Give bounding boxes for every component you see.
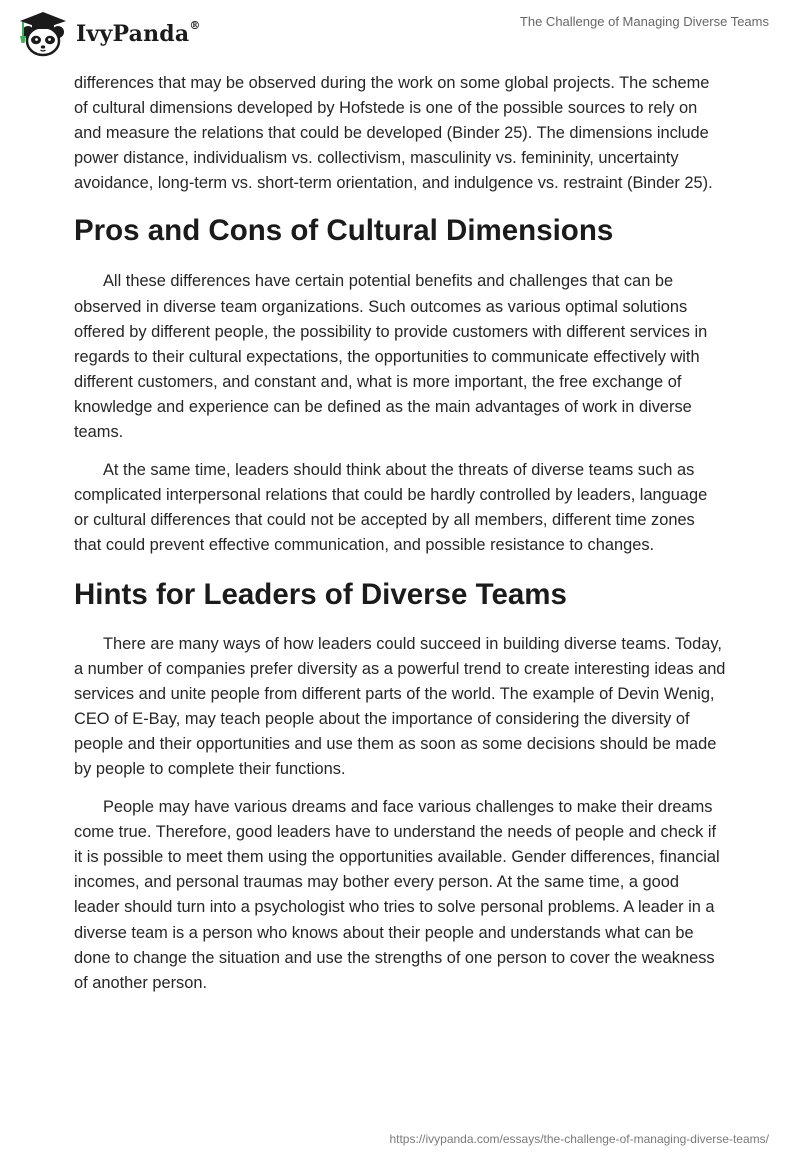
section-heading-pros-cons: Pros and Cons of Cultural Dimensions bbox=[74, 214, 614, 248]
paragraph: At the same time, leaders should think about the threats of diverse teams such as complicated interpersonal relations that could be hardly controlled by leaders, language or cultural differences that could not be accepted by all members, different time zones that could prevent effective communication, and possible resistance to changes. bbox=[74, 461, 708, 555]
paragraph: There are many ways of how leaders could succeed in building diverse teams. Today, a number of companies prefer diversity as a powerful trend to create interesting ideas and services and unite people from different parts of the world. The example of Devin Wenig, CEO of E-Bay, may teach people about the importance of considering the diversity of people and their opportunities and use them as soon as some decisions should be made by people to complete their functions. bbox=[74, 634, 726, 778]
intro-paragraph: differences that may be observed during the work on some global projects. The scheme of cultural dimensions developed by Hofstede is one of the possible sources to rely on and measure the relations that could be developed (Binder 25). The dimensions include power distance, individualism vs. collectivism, masculinity vs. femininity, uncertainty avoidance, long-term vs. short-term orientation, and indulgence vs. restraint (Binder 25). bbox=[74, 74, 713, 193]
essay-content bbox=[74, 71, 726, 1009]
document-title: The Challenge of Managing Diverse Teams bbox=[519, 14, 769, 29]
source-url[interactable]: https://ivypanda.com/essays/the-challenge-of-managing-diverse-teams/ bbox=[389, 1132, 769, 1146]
paragraph: All these differences have certain potential benefits and challenges that can be observed in diverse team organizations. Such outcomes as various optimal solutions offered by different people, the possibility to provide customers with different services in regards to their cultural expectations, the opportunities to communicate effectively with different customers, and constant and, what is more important, the free exchange of knowledge and experience can be defined as the main advantages of work in diverse teams. bbox=[74, 272, 708, 442]
paragraph: People may have various dreams and face various challenges to make their dreams come true. Therefore, good leaders have to understand the needs of people and check if it is possible to meet them using the opportunities available. Gender differences, financial incomes, and personal traumas may bother every person. At the same time, a good leader should turn into a psychologist who tries to solve personal problems. A leader in a diverse team is a person who knows about their people and understands what can be done to change the situation and use the strengths of one person to cover the weakness of another person. bbox=[74, 798, 720, 992]
panda-graduation-cap-icon bbox=[14, 10, 72, 58]
page-header bbox=[0, 0, 800, 70]
registered-mark: ® bbox=[189, 19, 201, 32]
logo[interactable] bbox=[14, 10, 201, 58]
section-heading-hints: Hints for Leaders of Diverse Teams bbox=[74, 577, 567, 611]
brand-name: IvyPanda® bbox=[76, 19, 201, 47]
